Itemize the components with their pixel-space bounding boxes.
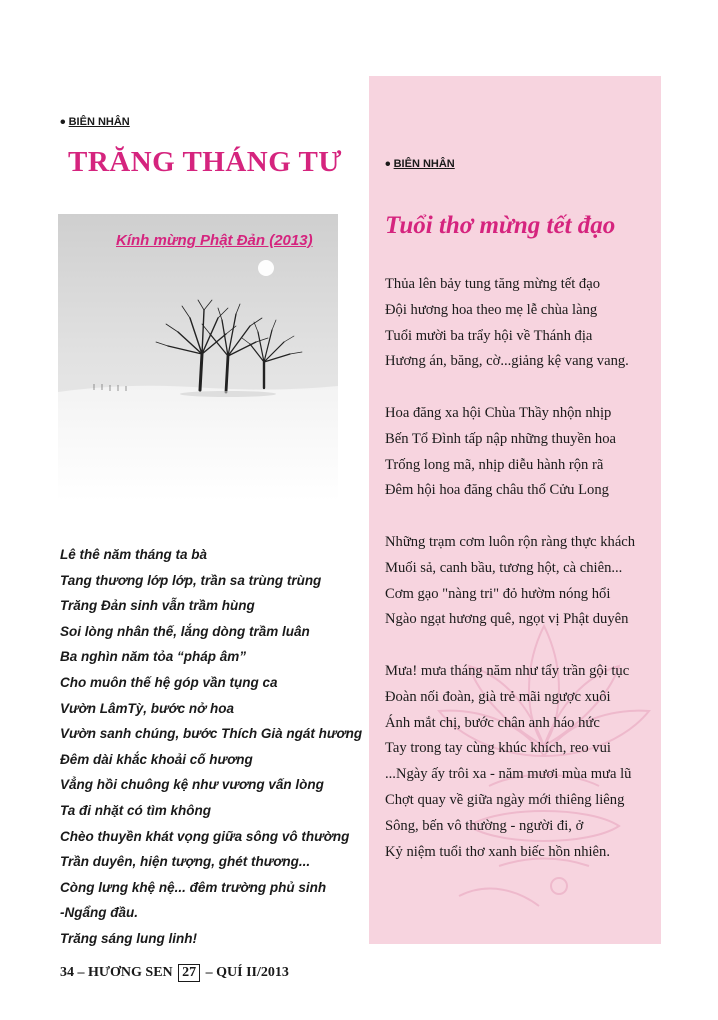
footer-separator: – [77,965,85,980]
poem-line: Đêm dài khắc khoải cố hương [60,751,253,767]
poem-line: Bến Tổ Đình tấp nập những thuyền hoa [385,430,616,447]
poem-line: Hoa đăng xa hội Chùa Thầy nhộn nhịp [385,404,612,421]
poem-line: Tay trong tay cùng khúc khích, reo vui [385,740,611,757]
poem-line: Ánh mắt chị, bước chân anh háo hức [385,714,600,731]
left-author-name: BIÊN NHÂN [68,116,130,128]
poem-line: Trống long mã, nhịp diễu hành rộn rã [385,456,604,473]
photo-caption: Kính mừng Phật Đản (2013) [116,232,313,249]
right-author-byline: • BIÊN NHÂN [385,156,455,173]
poem-line: Kỷ niệm tuổi thơ xanh biếc hồn nhiên. [385,843,610,860]
stanza [385,659,655,865]
poem-line: -Ngẩng đầu. [60,905,138,921]
poem-line: Ngào ngạt hương quê, ngọt vị Phật duyên [385,611,629,628]
right-poem-title: Tuổi thơ mừng tết đạo [385,212,616,239]
stanza [385,272,655,375]
poem-line: Cơm gạo "nàng tri" đỏ hườm nóng hổi [385,585,611,602]
poem-line: Mưa! mưa tháng năm như tẩy trần gội tục [385,662,630,679]
right-poem-panel [369,76,661,944]
poem-line: Chợt quay về giữa ngày mới thiêng liêng [385,791,625,808]
poem-line: Ta đi nhặt có tìm không [60,802,211,818]
poem-line: Tang thương lớp lớp, trần sa trùng trùng [60,572,322,588]
stanza [385,530,655,633]
left-poem-title: TRĂNG THÁNG TƯ [68,146,342,178]
issue-number: 27 [178,964,200,982]
poem-line: Những trạm cơm luôn rộn ràng thực khách [385,533,636,550]
right-author-name: BIÊN NHÂN [393,158,455,170]
poem-line: Vườn sanh chúng, bước Thích Già ngát hương [60,726,363,742]
poem-line: Đêm hội hoa đăng châu thổ Cửu Long [385,482,609,499]
poem-line: Đội hương hoa theo mẹ lễ chùa làng [385,301,598,318]
page-number: 34 [60,965,74,980]
magazine-name: HƯƠNG SEN [88,965,173,980]
poem-line: Vẳng hồi chuông kệ như vương vấn lòng [60,777,324,793]
poem-line: Hương án, băng, cờ...giảng kệ vang vang. [385,353,629,370]
left-author-byline: • BIÊN NHÂN [60,114,130,131]
poem-line: Trần duyên, hiện tượng, ghét thương... [60,854,311,870]
right-poem-body [385,272,655,891]
poem-line: Chèo thuyền khát vọng giữa sông vô thường [60,828,350,844]
stanza [385,401,655,504]
poem-line: Cho muôn thế hệ góp vần tụng ca [60,674,278,690]
poem-line: Còng lưng khệ nệ... đêm trường phủ sinh [60,879,327,895]
issue-quarter: QUÍ II/2013 [216,965,289,980]
footer-separator: – [205,965,213,980]
poem-line: Muối sả, canh bầu, tương hột, cà chiên... [385,559,623,576]
poem-line: Thủa lên bảy tung tăng mừng tết đạo [385,276,601,292]
poem-line: ...Ngày ấy trôi xa - năm mươi mùa mưa lũ [385,766,632,783]
poem-line: Soi lòng nhân thế, lắng dòng trầm luân [60,623,310,639]
poem-line: Ba nghìn năm tỏa “pháp âm” [60,649,247,665]
poem-line: Tuổi mười ba trẩy hội về Thánh địa [385,327,593,344]
poem-line: Đoàn nối đoàn, già trẻ mãi ngược xuôi [385,688,611,705]
page-footer [60,964,289,982]
poem-line: Trăng Đản sinh vẫn trầm hùng [60,598,255,614]
poem-line: Sông, bến vô thường - người đi, ở [385,817,584,834]
poem-line: Trăng sáng lung linh! [60,930,197,946]
winter-trees-photo [58,214,338,502]
left-poem-body [60,542,363,952]
poem-line: Vườn LâmTỳ, bước nở hoa [60,700,234,716]
poem-line: Lê thê năm tháng ta bà [60,547,208,562]
